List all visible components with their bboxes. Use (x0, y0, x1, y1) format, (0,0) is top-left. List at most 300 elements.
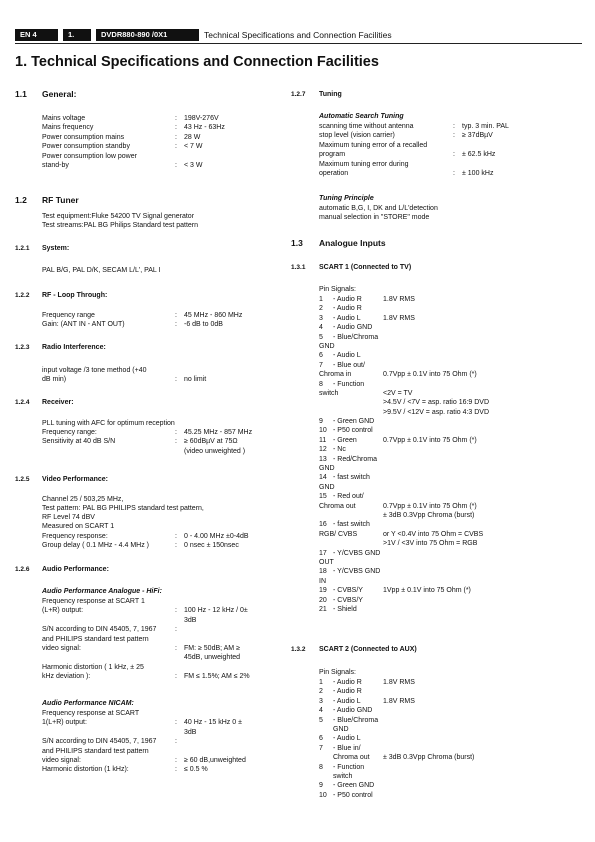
pin-row (319, 687, 581, 696)
pin-number: 11 (319, 436, 327, 444)
pin-signal: - Audio L (333, 352, 361, 360)
header-title: Technical Specifications and Connection Facilities (204, 30, 392, 40)
spec-label: scanning time without antenna (319, 123, 414, 130)
pin-signal: Chroma out (333, 754, 370, 762)
pin-row (319, 567, 581, 576)
scart2-pin-list (319, 678, 581, 800)
spec-label: stop level (vision carrier) (319, 132, 395, 140)
pin-signal: - Audio GND (333, 707, 373, 715)
colon: : (175, 738, 177, 746)
pin-row (319, 744, 581, 753)
spec-label: video signal: (42, 644, 81, 652)
subsection-number: 1.2.4 (15, 399, 30, 406)
spec-row (42, 123, 287, 132)
section-title-rf-tuner: RF Tuner (42, 195, 79, 205)
pin-row (319, 791, 581, 800)
pin-signal: - Audio R (333, 296, 362, 303)
spec-label: Frequency response at SCART 1 (42, 598, 145, 605)
spec-row (42, 672, 287, 681)
pin-signal: - Audio GND (333, 324, 373, 332)
spec-row (42, 747, 287, 756)
pin-number: 10 (319, 791, 327, 799)
subsection-title-tuning: Tuning (319, 91, 342, 98)
pin-row (319, 520, 581, 529)
subsection-title-scart1: SCART 1 (Connected to TV) (319, 264, 412, 271)
pin-signal: - Blue out/ (333, 361, 365, 369)
pin-number: 8 (319, 380, 323, 388)
section-number: 1.2 (15, 195, 27, 205)
section-number: 1.1 (15, 89, 27, 99)
pin-number: 5 (319, 716, 323, 724)
spec-value: 45 MHz - 860 MHz (184, 312, 243, 319)
pin-number: 3 (319, 697, 323, 705)
pin-number: 1 (319, 296, 323, 303)
spec-label: 1(L+R) output: (42, 719, 87, 727)
pin-number: 21 (319, 605, 327, 613)
pin-level: 1.8V RMS (383, 679, 415, 686)
pin-row (319, 772, 581, 781)
subsection-number: 1.2.5 (15, 476, 30, 483)
spec-label: Maximum tuning error during (319, 160, 409, 168)
subsection-number: 1.2.6 (15, 566, 30, 573)
pin-signal: - Audio L (333, 697, 361, 705)
spec-label: operation (319, 169, 349, 177)
pin-row (319, 753, 581, 762)
spec-row (42, 709, 287, 718)
pin-signal: - Y/CVBS GND (333, 549, 381, 557)
spec-row (42, 311, 287, 320)
spec-value: (video unweighted ) (184, 447, 246, 455)
pin-level: 0.7Vpp ± 0.1V into 75 Ohm (*) (383, 436, 477, 444)
audio-nicam-title: Audio Performance NICAM: (42, 700, 134, 707)
pin-row (319, 380, 581, 389)
pin-row (319, 445, 581, 454)
spec-row (42, 428, 287, 437)
spec-row (42, 625, 287, 634)
spec-label: Power consumption standby (42, 143, 130, 151)
pin-signal: - Function (333, 763, 365, 771)
colon: : (175, 161, 177, 169)
pin-number: 14 (319, 474, 327, 482)
spec-value: 28 W (184, 133, 201, 141)
pin-signal: - Green GND (333, 418, 375, 426)
colon: : (175, 766, 177, 774)
pin-signal: - CVBS/Y (333, 587, 363, 595)
subsection-title-receiver: Receiver: (42, 399, 74, 406)
pin-level: 1Vpp ± 0.1V into 75 Ohm (*) (383, 587, 471, 595)
spec-row (42, 597, 287, 606)
pin-number: 18 (319, 568, 327, 576)
spec-label: Maximum tuning error of a recalled (319, 141, 428, 149)
colon: : (175, 542, 177, 550)
pin-row (319, 370, 581, 379)
spec-value: ≥ 60 dB,unweighted (184, 756, 246, 764)
receiver-intro: PLL tuning with AFC for optimum reception (42, 420, 175, 427)
spec-value: < 7 W (184, 143, 203, 151)
spec-row (319, 122, 579, 131)
receiver-table (42, 428, 287, 456)
pin-number: IN (319, 577, 326, 585)
pin-number: 20 (319, 596, 327, 604)
auto-search-title: Automatic Search Tuning (319, 113, 404, 120)
spec-value: 43 Hz - 63Hz (184, 124, 225, 132)
pin-number: RGB/ CVBS (319, 530, 358, 538)
pin-row (319, 734, 581, 743)
general-spec-table (42, 114, 287, 170)
pin-signal: - Green GND (333, 782, 375, 790)
pin-row (319, 558, 581, 567)
pin-number: 9 (319, 782, 323, 790)
pin-number: Chroma out (319, 502, 356, 510)
spec-row (42, 142, 287, 151)
radio-interference-line1: input voltage /3 tone method (+40 (42, 367, 147, 374)
spec-label: S/N according to DIN 45405, 7, 1967 (42, 626, 157, 634)
rf-test-streams: Test streams:PAL BG Philips Standard test pattern (42, 222, 199, 229)
tuning-principle-line: manual selection in "STORE" mode (319, 214, 430, 221)
auto-search-table (319, 122, 579, 178)
colon: : (453, 123, 455, 130)
tuning-principle-title: Tuning Principle (319, 195, 374, 202)
pin-row (319, 408, 581, 417)
pin-signal: - Audio R (333, 679, 362, 686)
spec-label: Frequency range (42, 312, 95, 319)
pin-number: 5 (319, 333, 323, 341)
spec-row (42, 447, 287, 456)
pin-row (319, 361, 581, 370)
colon: : (453, 151, 455, 159)
spec-row (42, 606, 287, 615)
subsection-number: 1.2.3 (15, 344, 30, 351)
pin-row (319, 464, 581, 473)
pin-number: 15 (319, 493, 327, 501)
colon: : (175, 626, 177, 634)
spec-row (42, 756, 287, 765)
colon: : (175, 756, 177, 764)
pin-row (319, 304, 581, 313)
pin-number: GND (319, 342, 335, 350)
colon: : (175, 673, 177, 681)
pin-number: 19 (319, 587, 327, 595)
spec-label: Group delay ( 0.1 MHz - 4.4 MHz ) (42, 542, 149, 550)
pin-signal: - Blue/Chroma (333, 716, 379, 724)
colon: : (175, 115, 177, 122)
pin-number: Chroma in (319, 371, 352, 379)
pin-signal: - fast switch (333, 521, 370, 529)
pin-signal: - Red out/ (333, 493, 364, 501)
spec-row (42, 161, 287, 170)
spec-label: S/N according to DIN 45405, 7, 1967 (42, 738, 157, 746)
pin-number: 8 (319, 763, 323, 771)
pin-signal: - CVBS/Y (333, 596, 363, 604)
colon: : (175, 143, 177, 151)
pin-signal: - P50 control (333, 427, 373, 435)
spec-value: 45dB, unweighted (184, 654, 241, 662)
pin-level: >9.5V / <12V = asp. ratio 4:3 DVD (383, 408, 490, 416)
pin-signal: - P50 control (333, 791, 373, 799)
chapter-tag: 1. (63, 29, 91, 41)
spec-row (319, 141, 579, 150)
pin-row (319, 511, 581, 520)
colon: : (175, 124, 177, 132)
colon: : (453, 169, 455, 177)
pin-signal: - fast switch (333, 474, 370, 482)
spec-value: ± 100 kHz (462, 169, 494, 177)
pin-level: ± 3dB 0.3Vpp Chroma (burst) (383, 754, 475, 762)
spec-label: and PHILIPS standard test pattern (42, 635, 149, 643)
spec-value: 40 Hz - 15 kHz 0 ± (184, 719, 242, 727)
spec-value: ≤ 0.5 % (184, 766, 208, 774)
subsection-number: 1.2.7 (291, 91, 306, 98)
spec-row (42, 728, 287, 737)
scart2-intro: Pin Signals: (319, 669, 356, 676)
video-line: Measured on SCART 1 (42, 523, 115, 530)
subsection-title-loop-through: RF - Loop Through: (42, 292, 108, 299)
pin-signal: - Blue in/ (333, 744, 361, 752)
pin-row (319, 530, 581, 539)
pin-row (319, 539, 581, 548)
pin-number: 1 (319, 679, 323, 686)
pin-level: >4.5V / <7V = asp. ratio 16:9 DVD (383, 399, 490, 407)
system-standards: PAL B/G, PAL D/K, SECAM L/L', PAL I (42, 267, 161, 274)
pin-row (319, 483, 581, 492)
spec-row (319, 150, 579, 159)
spec-label: Harmonic distortion ( 1 kHz, ± 25 (42, 663, 144, 671)
pin-row (319, 678, 581, 687)
radio-interference-value: no limit (184, 376, 207, 383)
radio-interference-line2: dB min) (42, 376, 67, 383)
spec-label: Gain: (ANT IN - ANT OUT) (42, 321, 125, 329)
pin-number: 2 (319, 305, 323, 313)
pin-signal: - Audio L (333, 735, 361, 743)
spec-row (42, 114, 287, 123)
pin-row (319, 417, 581, 426)
pin-signal: - Function (333, 380, 365, 388)
pin-row (319, 716, 581, 725)
spec-label: Frequency range: (42, 429, 97, 436)
colon: : (175, 321, 177, 329)
pin-row (319, 502, 581, 511)
spec-row (42, 133, 287, 142)
video-table (42, 532, 287, 551)
pin-number: 4 (319, 324, 323, 332)
spec-label: video signal: (42, 756, 81, 764)
pin-number: 10 (319, 427, 327, 435)
spec-label: Frequency response: (42, 533, 108, 540)
pin-signal: - Red/Chroma (333, 455, 377, 463)
spec-value: 198V-276V (184, 115, 219, 122)
pin-row (319, 426, 581, 435)
spec-label: Mains frequency (42, 124, 94, 132)
subsection-title-video: Video Performance: (42, 476, 109, 483)
subsection-title-audio: Audio Performance: (42, 566, 109, 573)
colon: : (175, 429, 177, 436)
pin-row (319, 473, 581, 482)
subsection-number: 1.2.2 (15, 292, 30, 299)
spec-row (319, 160, 579, 169)
spec-label: kHz deviation ): (42, 673, 91, 681)
colon: : (453, 132, 455, 140)
pin-row (319, 333, 581, 342)
pin-row (319, 351, 581, 360)
spec-value: 3dB (184, 728, 197, 736)
spec-label: stand-by (42, 161, 69, 169)
pin-number: 7 (319, 361, 323, 369)
colon: : (175, 719, 177, 727)
spec-row (42, 152, 287, 161)
spec-value: 45.25 MHz - 857 MHz (184, 429, 253, 436)
pin-signal: switch (333, 772, 353, 780)
spec-value: FM: ≥ 50dB; AM ≥ (184, 644, 240, 652)
model-tag: DVDR880-890 /0X1 (96, 29, 199, 41)
spec-value: typ. 3 min. PAL (462, 123, 509, 130)
spec-row (42, 616, 287, 625)
pin-number: GND (319, 483, 335, 491)
pin-number: 13 (319, 455, 327, 463)
spec-row (42, 663, 287, 672)
colon: : (175, 312, 177, 319)
pin-row (319, 781, 581, 790)
pin-row (319, 398, 581, 407)
subsection-number: 1.3.1 (291, 264, 306, 271)
spec-value: < 3 W (184, 161, 203, 169)
spec-value: 100 Hz - 12 kHz / 0± (184, 607, 248, 615)
header-divider (15, 43, 582, 44)
pin-number: 4 (319, 707, 323, 715)
spec-row (319, 131, 579, 140)
scart1-intro: Pin Signals: (319, 286, 356, 293)
pin-row (319, 342, 581, 351)
pin-level: 0.7Vpp ± 0.1V into 75 Ohm (*) (383, 371, 477, 379)
subsection-number: 1.3.2 (291, 646, 306, 653)
pin-row (319, 323, 581, 332)
colon: : (175, 644, 177, 652)
spec-row (42, 653, 287, 662)
pin-number: OUT (319, 558, 334, 566)
spec-row (42, 437, 287, 446)
section-title-general: General: (42, 89, 77, 99)
spec-value: ≥ 60dBµV at 75Ω (184, 438, 238, 446)
colon: : (175, 376, 177, 383)
pin-row (319, 314, 581, 323)
spec-row (42, 718, 287, 727)
pin-number: 17 (319, 549, 327, 557)
audio-hifi-title: Audio Performance Analogue - HiFi: (42, 588, 162, 595)
video-line: RF Level 74 dBV (42, 514, 95, 521)
pin-row (319, 295, 581, 304)
spec-label: (L+R) output: (42, 607, 84, 615)
pin-number: 3 (319, 314, 323, 322)
pin-row (319, 455, 581, 464)
pin-number: 6 (319, 735, 323, 743)
section-number: 1.3 (291, 238, 303, 248)
spec-row (42, 635, 287, 644)
spec-label: Frequency response at SCART (42, 710, 140, 717)
pin-signal: - Audio R (333, 305, 362, 313)
pin-row (319, 605, 581, 614)
spec-row (319, 169, 579, 178)
colon: : (175, 607, 177, 615)
pin-level: <2V = TV (383, 389, 413, 397)
spec-value: ≥ 37dBµV (462, 132, 493, 140)
spec-label: Power consumption low power (42, 152, 137, 160)
audio-hifi-table (42, 597, 287, 682)
pin-number: 7 (319, 744, 323, 752)
spec-row (42, 644, 287, 653)
rf-test-equipment: Test equipment:Fluke 54200 TV Signal generator (42, 213, 195, 220)
pin-number: 9 (319, 418, 323, 426)
spec-value: 0 nsec ± 150nsec (184, 542, 239, 550)
pin-level: 1.8V RMS (383, 314, 415, 322)
pin-signal: - Blue/Chroma (333, 333, 379, 341)
pin-signal: - Audio L (333, 314, 361, 322)
spec-label: Harmonic distortion (1 kHz): (42, 766, 129, 774)
spec-label: Mains voltage (42, 115, 86, 122)
spec-label: Sensitivity at 40 dB S/N (42, 438, 116, 446)
spec-row (42, 532, 287, 541)
pin-row (319, 725, 581, 734)
spec-value: ± 62.5 kHz (462, 151, 496, 159)
pin-number: 16 (319, 521, 327, 529)
spec-value: FM ≤ 1.5%; AM ≤ 2% (184, 673, 250, 681)
pin-signal: - Green (333, 436, 357, 444)
subsection-title-radio-interference: Radio Interference: (42, 344, 106, 351)
pin-signal: - Shield (333, 605, 357, 613)
pin-row (319, 549, 581, 558)
subsection-number: 1.2.1 (15, 245, 30, 252)
page-number-tag: EN 4 (15, 29, 58, 41)
scart1-pin-list (319, 295, 581, 614)
section-title-analogue-inputs: Analogue Inputs (319, 238, 386, 248)
spec-value: 3dB (184, 616, 197, 624)
spec-label: Power consumption mains (42, 133, 125, 141)
pin-number: GND (319, 465, 335, 473)
pin-number: 12 (319, 446, 327, 454)
pin-level: ± 3dB 0.3Vpp Chroma (burst) (383, 511, 475, 519)
spec-value: 0 - 4.00 MHz ±0-4dB (184, 533, 249, 540)
pin-row (319, 596, 581, 605)
pin-level: 1.8V RMS (383, 697, 415, 705)
audio-nicam-table (42, 709, 287, 775)
spec-row (42, 737, 287, 746)
spec-row (42, 320, 287, 329)
page-title: 1. Technical Specifications and Connection Facilities (15, 54, 379, 70)
pin-row (319, 763, 581, 772)
pin-number: 6 (319, 352, 323, 360)
pin-level: >1V / <3V into 75 Ohm = RGB (383, 540, 478, 548)
pin-row (319, 492, 581, 501)
pin-row (319, 697, 581, 706)
pin-signal: - Y/CVBS GND (333, 568, 381, 576)
subsection-title-system: System: (42, 245, 70, 252)
spec-row (42, 765, 287, 774)
pin-number: switch (319, 389, 339, 397)
pin-number: 2 (319, 688, 323, 696)
pin-row (319, 436, 581, 445)
subsection-title-scart2: SCART 2 (Connected to AUX) (319, 646, 417, 653)
pin-level: or Y <0.4V into 75 Ohm = CVBS (383, 530, 484, 538)
pin-row (319, 577, 581, 586)
video-line: Test pattern: PAL BG PHILIPS standard test pattern, (42, 505, 204, 512)
spec-label: program (319, 151, 346, 159)
loop-through-table (42, 311, 287, 330)
pin-level: 0.7Vpp ± 0.1V into 75 Ohm (*) (383, 502, 477, 510)
video-line: Channel 25 / 503,25 MHz, (42, 496, 124, 503)
pin-signal: - Nc (333, 446, 346, 454)
pin-signal: - Audio R (333, 688, 362, 696)
pin-row (319, 586, 581, 595)
spec-row (42, 541, 287, 550)
pin-row (319, 706, 581, 715)
